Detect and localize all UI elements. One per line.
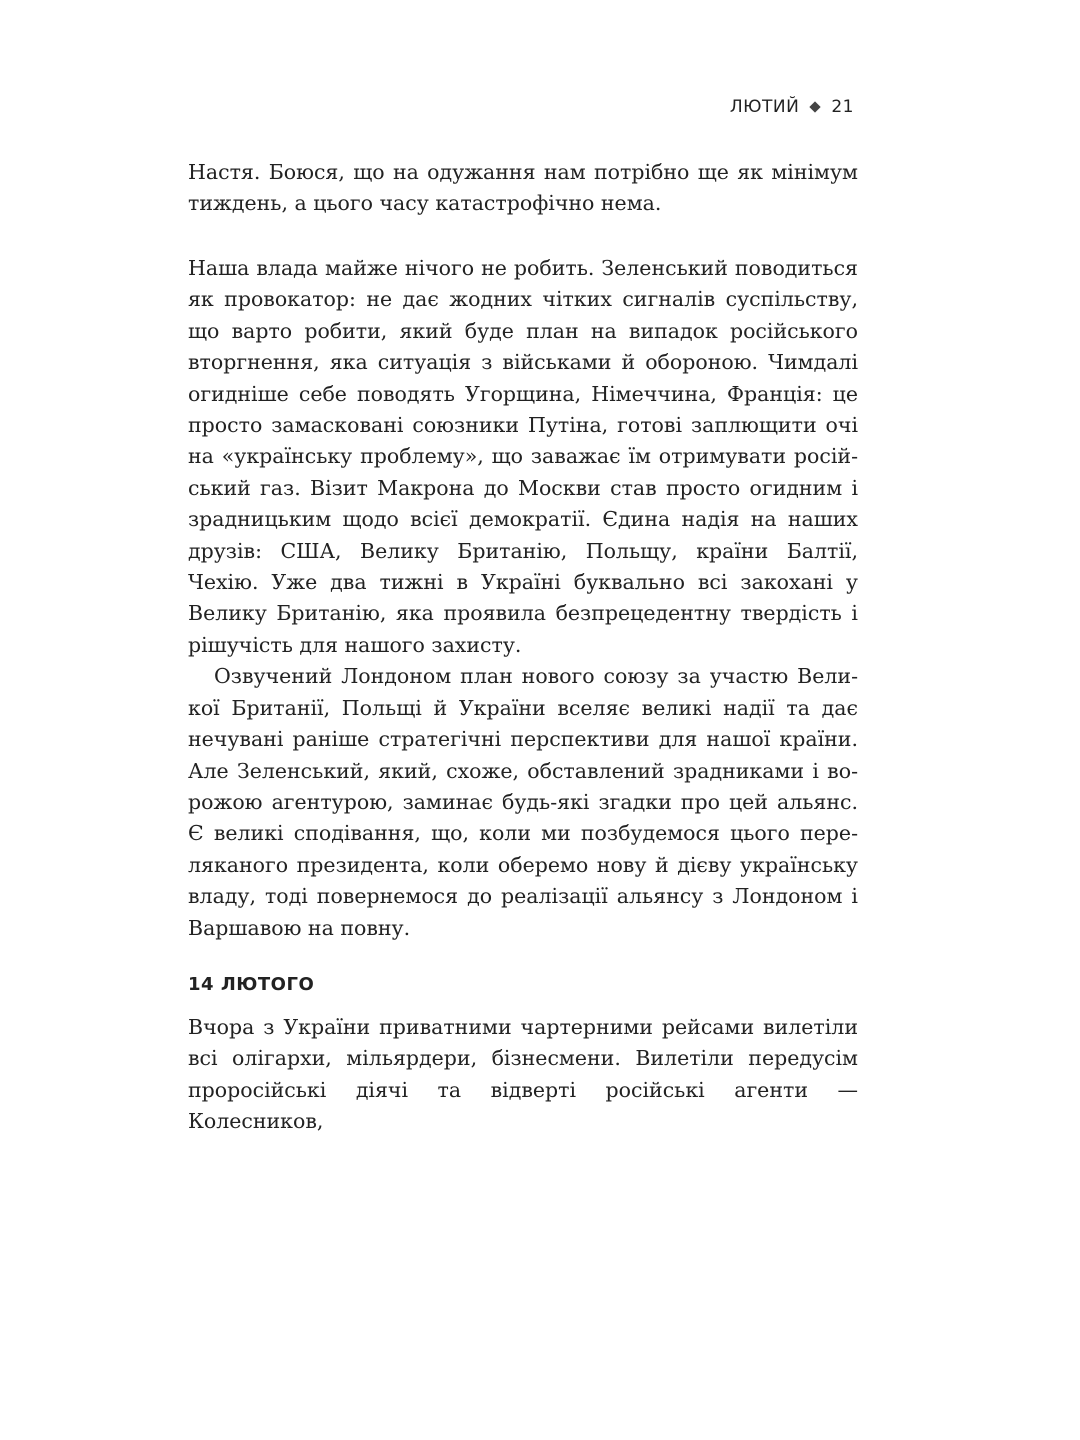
paragraph: Наша влада майже нічого не робить. Зеленський поводиться як провокатор: не дає жодних чітких сигналів суспільству, що варто робити, який буде план на випадок російського вторгнення, яка ситуація з військами й обороною. Чимдалі огидніше себе поводять Угорщина, Німеччина, Франція: це просто замасковані союзники Путіна, готові заплющити очі на «українську проблему», що заважає їм отримувати російський газ. Візит Макрона до Москви став просто огидним і зрадницьким щодо всієї демократії. Єдина надія на наших друзів: США, Велику Британію, Польщу, країни Балтії, Чехію. Уже два тижні в Україні буквально всі закохані у Велику Британію, яка проявила безпрецедентну твердість і рішучість для нашого захисту. [188,256,858,657]
section-heading-date: 14 ЛЮТОГО [188,974,315,995]
paragraph: Настя. Боюся, що на одужання нам потрібно ще як мінімум тиждень, а цього часу катастрофічно нема. [188,160,858,216]
text-block-top [188,157,858,220]
running-head [730,97,854,117]
text-block-bottom [188,1012,858,1138]
page-number: 21 [831,97,854,117]
text-block-middle [188,253,858,944]
running-head-section: ЛЮТИЙ [729,97,800,117]
paragraph: Вчора з України приватними чартерними рейсами вилетіли всі олігархи, мільярдери, бізнесмени. Вилетіли передусім проросійські діячі та відверті російські агенти — Колесников, [188,1015,858,1134]
diamond-ornament-icon [810,101,821,112]
paragraph: Озвучений Лондоном план нового союзу за участю Великої Британії, Польщі й України вселяє великі надії та дає нечувані раніше стратегічні перспективи для нашої країни. Але Зеленський, який, схоже, обставлений зрадниками і ворожою агентурою, заминає будь-які згадки про цей альянс. Є великі сподівання, що, коли ми позбудемося цього переляканого президента, коли оберемо нову й дієву українську владу, тоді повернемося до реалізації альянсу з Лондоном і Варшавою на повну. [188,664,858,940]
